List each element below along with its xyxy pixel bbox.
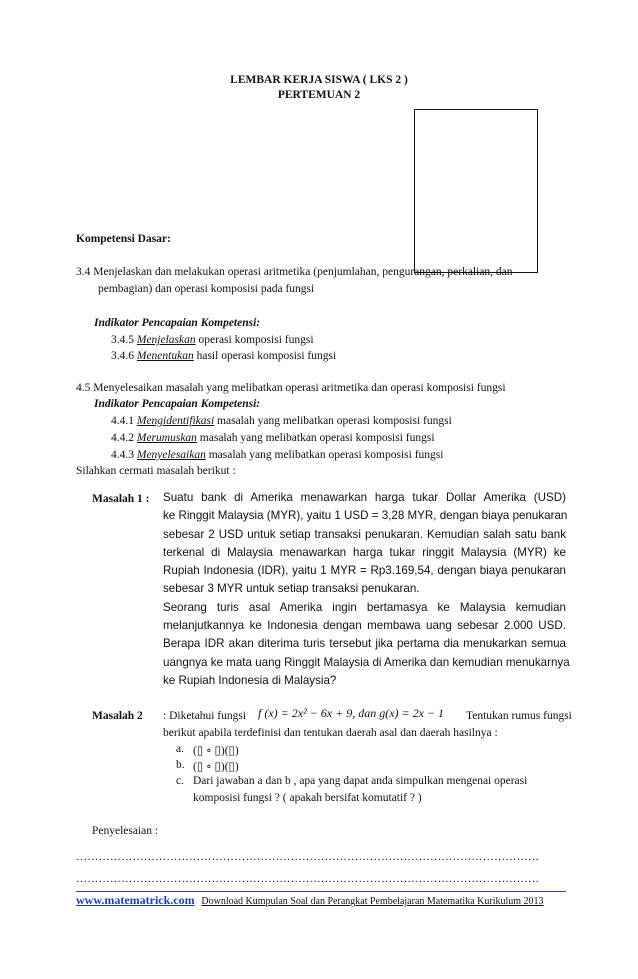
indikator-text: masalah yang melibatkan operasi komposisi fungsi (196, 432, 435, 444)
footer-description: Download Kumpulan Soal dan Perangkat Pembelajaran Matematika Kurikulum 2013 (201, 896, 544, 907)
indikator-verb: Menjelaskan (136, 334, 196, 346)
answer-line: …………………………………………………………………………………………………………… (76, 873, 540, 885)
masalah-2-label: Masalah 2 (92, 710, 143, 722)
masalah-1-body (163, 491, 570, 692)
footer-site-link[interactable]: www.matematrick.com (76, 893, 195, 907)
indikator-heading-1: Indikator Pencapaian Kompetensi: (94, 317, 261, 329)
indikator-text: masalah yang melibatkan operasi komposisi fungsi (214, 415, 452, 427)
indikator-verb: Merumuskan (136, 432, 197, 444)
kd-3-4-line2: pembagian) dan operasi komposisi pada fungsi (98, 283, 315, 295)
item-b-expression: (▯ ∘ ▯)(▯) (193, 761, 239, 773)
item-a-expression: (▯ ∘ ▯)(▯) (193, 745, 239, 757)
masalah-1-line: melanjutkannya ke Indonesia dengan membawa uang sebesar 2.000 USD. (163, 619, 566, 633)
indikator-number: 4.4.1 (111, 415, 134, 427)
masalah-1-line: ke Ringgit Malaysia (MYR), yaitu 1 USD = 3,28 MYR, dengan biaya penukaran (163, 509, 568, 523)
masalah-1-line: sebesar 2 USD untuk setiap transaksi penukaran. Kemudian salah satu bank (163, 527, 566, 541)
kd-3-4-line1: 3.4 Menjelaskan dan melakukan operasi aritmetika (penjumlahan, pengurangan, perkalian, dan (76, 266, 513, 278)
indikator-3-4-5 (111, 334, 314, 346)
indikator-text: operasi komposisi fungsi (195, 334, 314, 346)
indikator-3-4-6 (111, 350, 336, 362)
answer-line: …………………………………………………………………………………………………………… (76, 851, 540, 863)
masalah-1-line: ke Rupiah Indonesia di Malaysia? (163, 673, 337, 687)
masalah-1-line: sebesar 3 MYR untuk setiap transaksi penukaran. (163, 582, 420, 596)
masalah-1-line: Rupiah Indonesia (IDR), yaitu 1 MYR = Rp3.169,54, dengan biaya penukaran (163, 564, 566, 578)
indikator-verb: Mengidentifikasi (136, 415, 215, 427)
footer (76, 893, 544, 908)
item-c-line1: Dari jawaban a dan b , apa yang dapat anda simpulkan mengenai operasi (193, 775, 528, 787)
kompetensi-heading: Kompetensi Dasar: (76, 233, 171, 245)
page-subtitle: PERTEMUAN 2 (277, 89, 361, 101)
item-c-label: c. (176, 775, 184, 787)
indikator-verb: Menyelesaikan (136, 449, 206, 461)
indikator-text: hasil operasi komposisi fungsi (193, 350, 337, 362)
masalah-2-line2: berikut apabila terdefinisi dan tentukan daerah asal dan daerah hasilnya : (163, 727, 498, 739)
indikator-number: 3.4.6 (111, 350, 134, 362)
kd-4-5-line1: 4.5 Menyelesaikan masalah yang melibatkan operasi aritmetika dan operasi komposisi fungsi (76, 382, 506, 394)
instruction-text: Silahkan cermati masalah berikut : (76, 465, 236, 477)
indikator-number: 4.4.2 (111, 432, 134, 444)
masalah-2-task: Tentukan rumus fungsi (466, 710, 572, 722)
masalah-2-intro: : Diketahui fungsi (163, 710, 247, 722)
indikator-heading-2: Indikator Pencapaian Kompetensi: (94, 398, 261, 410)
indikator-number: 3.4.5 (111, 334, 134, 346)
penyelesaian-label: Penyelesaian : (92, 825, 159, 837)
masalah-1-line: Berapa IDR akan diterima turis tersebut jika pertama dia menukarkan semua (163, 637, 566, 651)
masalah-1-line: terkenal di Malaysia menawarkan harga tukar ringgit Malaysia (MYR) ke (163, 545, 566, 559)
indikator-text: masalah yang melibatkan operasi komposisi fungsi (205, 449, 444, 461)
indikator-number: 4.4.3 (111, 449, 134, 461)
page-title: LEMBAR KERJA SISWA ( LKS 2 ) (230, 74, 408, 86)
photo-box (414, 109, 538, 273)
item-c-line2: komposisi fungsi ? ( apakah bersifat komutatif ? ) (193, 792, 422, 804)
indikator-verb: Menentukan (136, 350, 194, 362)
item-b-label: b. (176, 759, 185, 771)
footer-divider (76, 891, 566, 892)
masalah-1-line: Seorang turis asal Amerika ingin bertamasya ke Malaysia kemudian (163, 600, 566, 614)
indikator-4-4-3 (111, 449, 443, 461)
item-a-label: a. (176, 743, 184, 755)
masalah-1-line: Suatu bank di Amerika menawarkan harga tukar Dollar Amerika (USD) (163, 491, 566, 504)
indikator-4-4-2 (111, 432, 435, 444)
indikator-4-4-1 (111, 415, 452, 427)
masalah-1-label: Masalah 1 : (92, 493, 150, 505)
masalah-2-formula: f (x) = 2x² − 6x + 9, dan g(x) = 2x − 1 (258, 706, 445, 720)
masalah-1-line: uangnya ke mata uang Ringgit Malaysia di Amerika dan kemudian menukarnya (163, 655, 570, 669)
